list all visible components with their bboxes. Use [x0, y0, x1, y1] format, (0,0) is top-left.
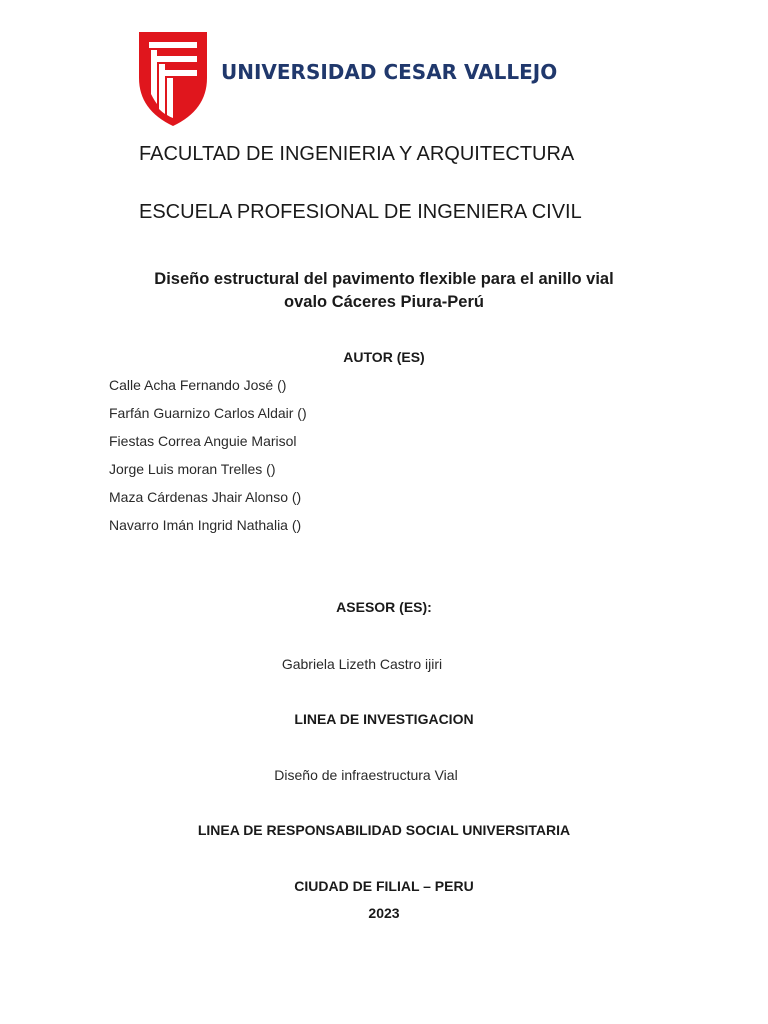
author-item: Farfán Guarnizo Carlos Aldair () — [109, 405, 307, 421]
social-responsibility-heading: LINEA DE RESPONSABILIDAD SOCIAL UNIVERSITARIA — [197, 822, 571, 838]
ucv-shield-logo-icon — [127, 18, 219, 132]
university-name: UNIVERSIDAD CESAR VALLEJO — [221, 60, 558, 84]
research-line-heading: LINEA DE INVESTIGACION — [294, 711, 474, 727]
author-item: Navarro Imán Ingrid Nathalia () — [109, 517, 302, 533]
thesis-title-line-2: ovalo Cáceres Piura-Perú — [284, 293, 484, 311]
thesis-title — [0, 268, 768, 314]
year-label: 2023 — [368, 905, 400, 921]
thesis-title-line-1: Diseño estructural del pavimento flexible para el anillo vial — [154, 270, 614, 288]
city-label: CIUDAD DE FILIAL – PERU — [294, 878, 474, 894]
authors-heading: AUTOR (ES) — [343, 349, 425, 365]
author-item: Fiestas Correa Anguie Marisol — [109, 433, 297, 449]
author-item: Maza Cárdenas Jhair Alonso () — [109, 489, 302, 505]
advisor-name: Gabriela Lizeth Castro ijiri — [281, 656, 443, 672]
faculty-name: FACULTAD DE INGENIERIA Y ARQUITECTURA — [139, 143, 575, 165]
authors-list — [109, 376, 307, 544]
author-item: Jorge Luis moran Trelles () — [109, 461, 276, 477]
author-item: Calle Acha Fernando José () — [109, 377, 287, 393]
school-name: ESCUELA PROFESIONAL DE INGENIERA CIVIL — [139, 201, 582, 223]
research-line-value: Diseño de infraestructura Vial — [274, 767, 458, 783]
advisor-heading: ASESOR (ES): — [336, 599, 432, 615]
